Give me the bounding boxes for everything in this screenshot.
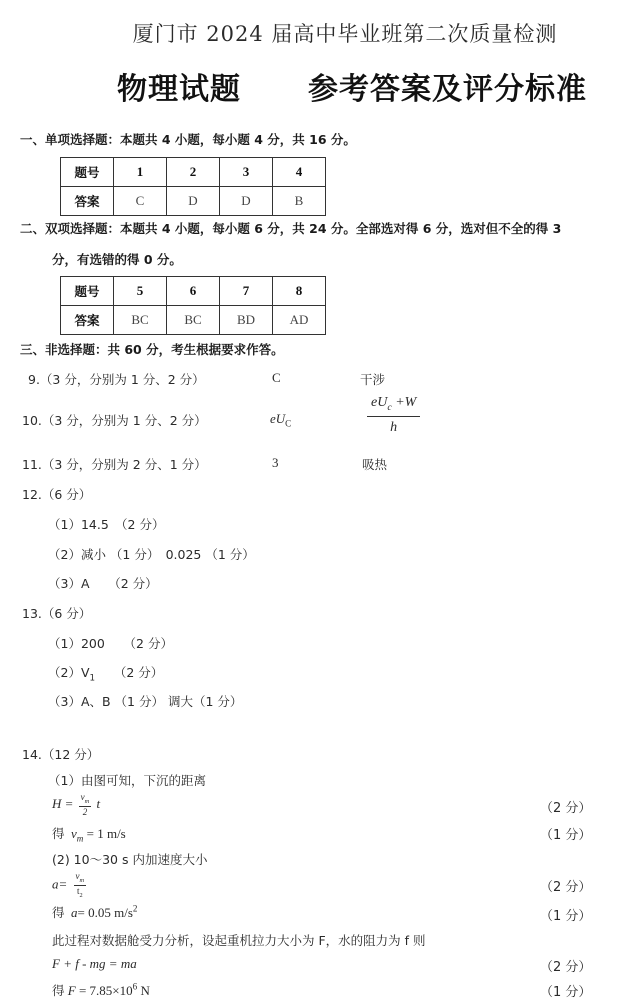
answer-cell: B	[273, 187, 326, 216]
q14-force-analysis: 此过程对数据舱受力分析，设起重机拉力大小为 F，水的阻力为 f 则	[52, 933, 426, 948]
question-number: 2	[167, 158, 220, 187]
question-number: 1	[114, 158, 167, 187]
answer-label: 答案	[61, 306, 114, 335]
q14-eq2-score: （2 分）	[540, 880, 592, 895]
answer-cell: BC	[114, 306, 167, 335]
question-number: 7	[220, 277, 273, 306]
q11-answer1: 3	[272, 455, 279, 470]
question-number-label: 题号	[61, 158, 114, 187]
q12-label: 12.（6 分）	[22, 487, 92, 502]
answer-cell: BC	[167, 306, 220, 335]
answer-key-title: 参考答案及评分标准	[308, 72, 587, 107]
section1-answer-table	[60, 157, 326, 216]
q11-label: 11.（3 分，分别为 2 分、1 分）	[22, 457, 207, 472]
q14-equation2: a= $\frac{v_m}{t_2}$	[52, 871, 85, 899]
question-number: 8	[273, 277, 326, 306]
q9-answer1: C	[272, 370, 281, 385]
q14-eq1-score: （2 分）	[540, 801, 592, 816]
table-row-numbers	[61, 277, 326, 306]
q11-answer2: 吸热	[362, 457, 388, 472]
question-number: 4	[273, 158, 326, 187]
q13-label: 13.（6 分）	[22, 606, 92, 621]
q14-res3-score: （1 分）	[540, 985, 592, 1000]
answer-cell: D	[220, 187, 273, 216]
subject-title: 物理试题	[117, 72, 241, 107]
question-number: 3	[220, 158, 273, 187]
section3-heading: 三、非选择题：共 60 分，考生根据要求作答。	[20, 342, 284, 357]
q13-item2: $(2)V_1$ （2 分）	[48, 665, 164, 684]
q12-item3: （3）A （2 分）	[48, 576, 158, 591]
answer-cell: BD	[220, 306, 273, 335]
q14-label: 14.（12 分）	[22, 747, 100, 762]
section1-heading: 一、单项选择题：本题共 4 小题，每小题 4 分，共 16 分。	[20, 132, 356, 147]
question-number: 5	[114, 277, 167, 306]
q10-answer1	[270, 411, 291, 429]
q12-item2: （2）减小 （1 分） 0.025 （1 分）	[48, 547, 255, 562]
q10-label: 10.（3 分，分别为 1 分、2 分）	[22, 413, 207, 428]
q9-answer2: 干涉	[360, 372, 386, 387]
exam-subtitle: 厦门市 2024 届高中毕业班第二次质量检测	[132, 22, 558, 46]
q14-result1: 得 $v_m = 1$ m/s	[52, 826, 126, 844]
q10-answer1-sub: C	[285, 418, 292, 429]
question-number: 6	[167, 277, 220, 306]
q14-part2-intro: (2) 10～30 s 内加速度大小	[52, 852, 208, 867]
q14-res2-score: （1 分）	[540, 909, 592, 924]
table-row-answers	[61, 187, 326, 216]
answer-cell: C	[114, 187, 167, 216]
table-row-answers	[61, 306, 326, 335]
q14-eq3-score: （2 分）	[540, 960, 592, 975]
table-row-numbers	[61, 158, 326, 187]
section2-answer-table	[60, 276, 326, 335]
q14-result3: 得 $F = 7.85\times 10^6$ N	[52, 981, 150, 998]
q10-fraction-numerator: $eU_c +W$	[367, 396, 420, 417]
section2-heading-line2: 分，有选错的得 0 分。	[52, 252, 182, 267]
q9-label: 9.（3 分，分别为 1 分、2 分）	[28, 372, 205, 387]
q14-res1-score: （1 分）	[540, 828, 592, 843]
q13-item1: （1）200 （2 分）	[48, 636, 173, 651]
section2-heading-line1: 二、双项选择题：本题共 4 小题，每小题 6 分，共 24 分。全部选对得 6 分，选对但不全的得 3	[20, 221, 562, 236]
q14-part1-intro: （1）由图可知，下沉的距离	[48, 773, 206, 788]
q13-item3: （3）A、B （1 分） 调大（1 分）	[48, 694, 243, 709]
q10-answer2-fraction	[367, 396, 420, 435]
question-number-label: 题号	[61, 277, 114, 306]
q14-equation1: H = $\frac{v_m}{2}$ t	[52, 792, 101, 818]
q14-equation3: F + f - mg = ma	[52, 956, 137, 971]
q12-item1: （1）14.5 （2 分）	[48, 517, 165, 532]
answer-cell: D	[167, 187, 220, 216]
q10-fraction-denominator: h	[390, 419, 398, 435]
q14-result2: 得 a= 0.05 $m/s^2$	[52, 903, 138, 920]
answer-cell: AD	[273, 306, 326, 335]
answer-label: 答案	[61, 187, 114, 216]
q10-answer1-main: eU	[270, 411, 286, 426]
